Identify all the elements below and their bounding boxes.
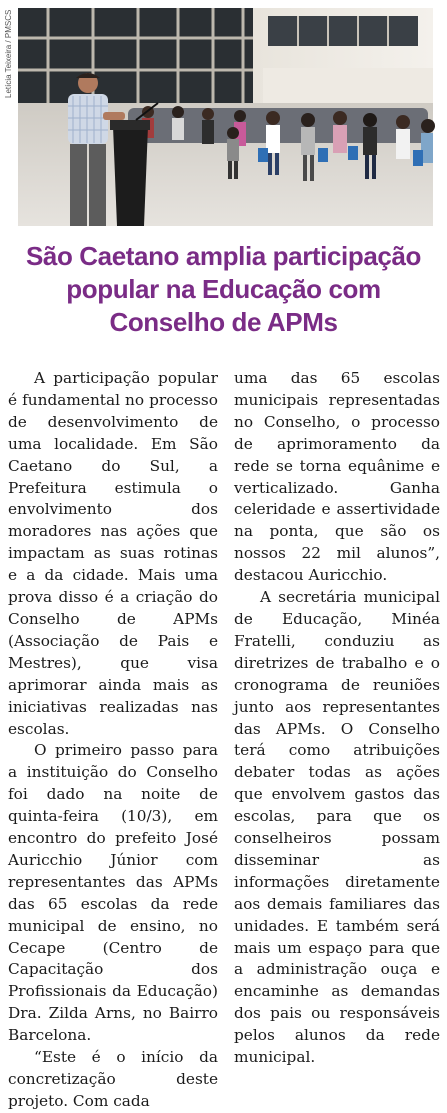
article-column-left: [8, 368, 218, 1113]
article-paragraph: A secretária municipal de Educação, Minéa Fratelli, conduziu as diretrizes de trabalho e o cronograma de reuniões junto aos representantes das APMs. O Conselho terá como atribuições debater todas as ações que envolvem gastos das escolas, para que os conselheiros possam disseminar as informações diretamente aos demais familiares das unidades. E também será mais um espaço para que a administração ouça e encaminhe as demandas dos pais ou responsáveis pelos alunos da rede municipal.: [234, 588, 440, 1067]
photo-credit: Letícia Teixeira / PMSCS: [4, 10, 13, 99]
article-paragraph: O primeiro passo para a instituição do Conselho foi dado na noite de quinta-feira (10/3), em encontro do prefeito José Auricchio Júnior com representantes das APMs das 65 escolas da rede municipal de ensino, no Cecape (Centro de Capacitação dos Profissionais da Educação) Dra. Zilda Arns, no Bairro Barcelona.: [8, 741, 218, 1045]
article-paragraph: A participação popular é fundamental no processo de desenvolvimento de uma localidade. Em São Caetano do Sul, a Prefeitura estimula o envolvimento dos moradores nas ações que impactam as suas rotinas e a da cidade. Mais uma prova disso é a criação do Conselho de APMs (Associação de Pais e Mestres), que visa aprimorar ainda mais as iniciativas realizadas nas escolas.: [8, 369, 218, 738]
article-headline: São Caetano amplia participação popular na Educação com Conselho de APMs: [25, 241, 422, 337]
photo-icon: [18, 8, 433, 226]
article-photo: [18, 8, 433, 226]
article-paragraph: uma das 65 escolas municipais representadas no Conselho, o processo de aprimoramento da rede se torna equânime e verticalizado. Ganha celeridade e assertividade na ponta, que são os nossos 22 mil alunos”, destacou Auricchio.: [234, 369, 440, 585]
article-paragraph: “Este é o início da concretização deste projeto. Com cada: [8, 1048, 218, 1110]
article-column-right: [234, 368, 440, 1069]
